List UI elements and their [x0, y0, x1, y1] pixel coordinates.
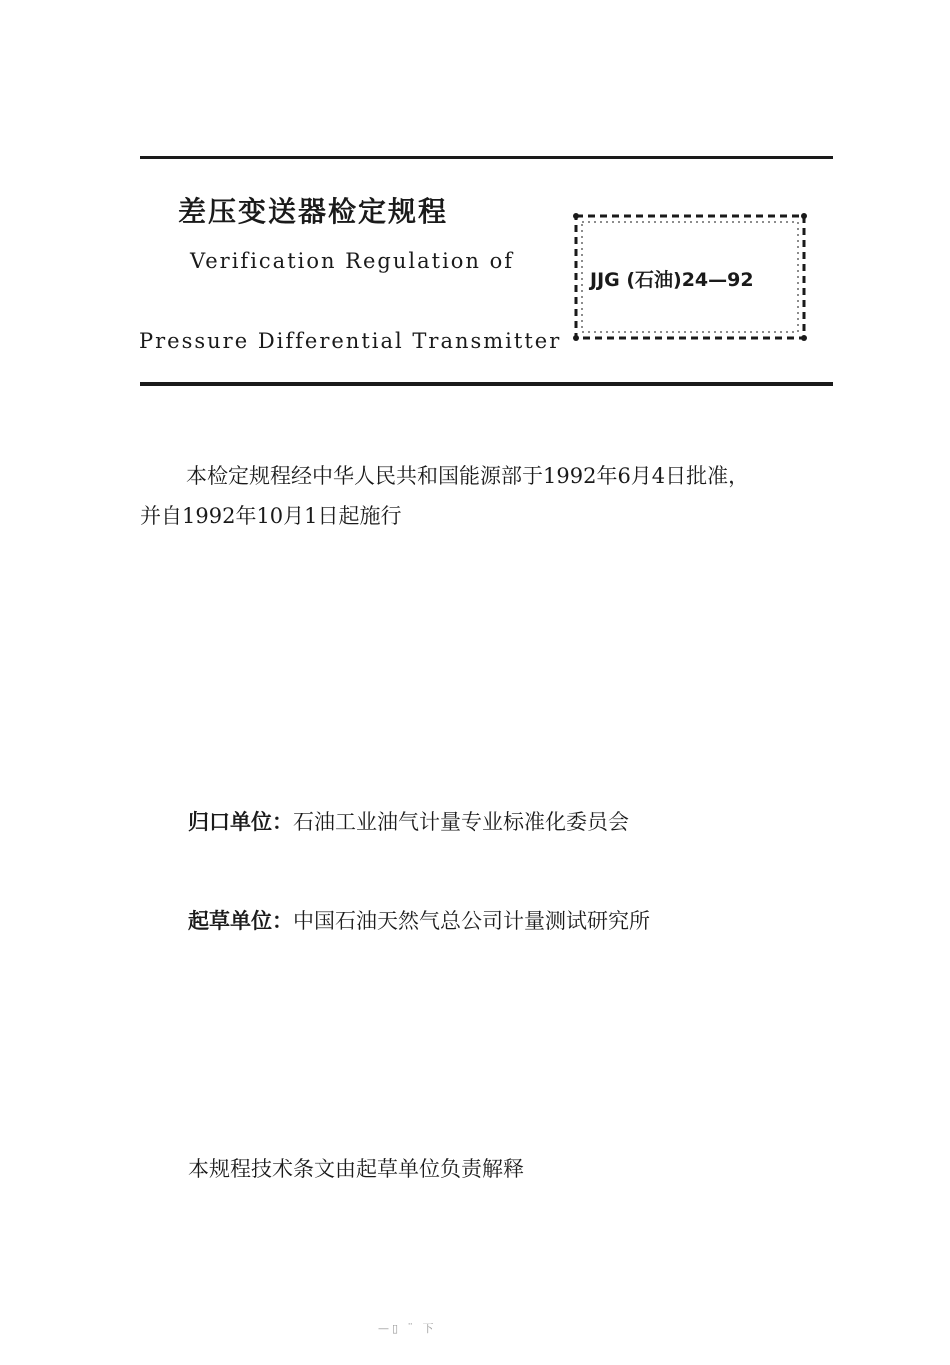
- approval-statement: [140, 456, 840, 536]
- approval-line2: 并自1992年10月1日起施行: [140, 504, 402, 528]
- title-english-line1: Verification Regulation of: [190, 249, 515, 273]
- approval-line1: 本检定规程经中华人民共和国能源部于1992年6月4日批准，: [186, 464, 750, 488]
- page-footer-marks: —▯ ¨ 下: [378, 1322, 437, 1335]
- standard-code: JJG (石油)24—92: [590, 269, 754, 291]
- standard-code-box: [570, 210, 810, 344]
- responsible-unit-value: 石油工业油气计量专业标准化委员会: [293, 810, 629, 834]
- title-chinese: 差压变送器检定规程: [178, 195, 449, 228]
- interpretation-note: 本规程技术条文由起草单位负责解释: [188, 1157, 524, 1181]
- header-top-rule: [140, 156, 833, 159]
- responsible-unit-label: 归口单位：: [188, 810, 293, 834]
- header-bottom-rule: [140, 382, 833, 386]
- drafting-unit-row: [188, 905, 650, 935]
- drafting-unit-value: 中国石油天然气总公司计量测试研究所: [293, 909, 650, 933]
- drafting-unit-label: 起草单位：: [188, 909, 293, 933]
- title-english-line2: Pressure Differential Transmitter: [139, 329, 562, 353]
- responsible-unit-row: [188, 806, 629, 836]
